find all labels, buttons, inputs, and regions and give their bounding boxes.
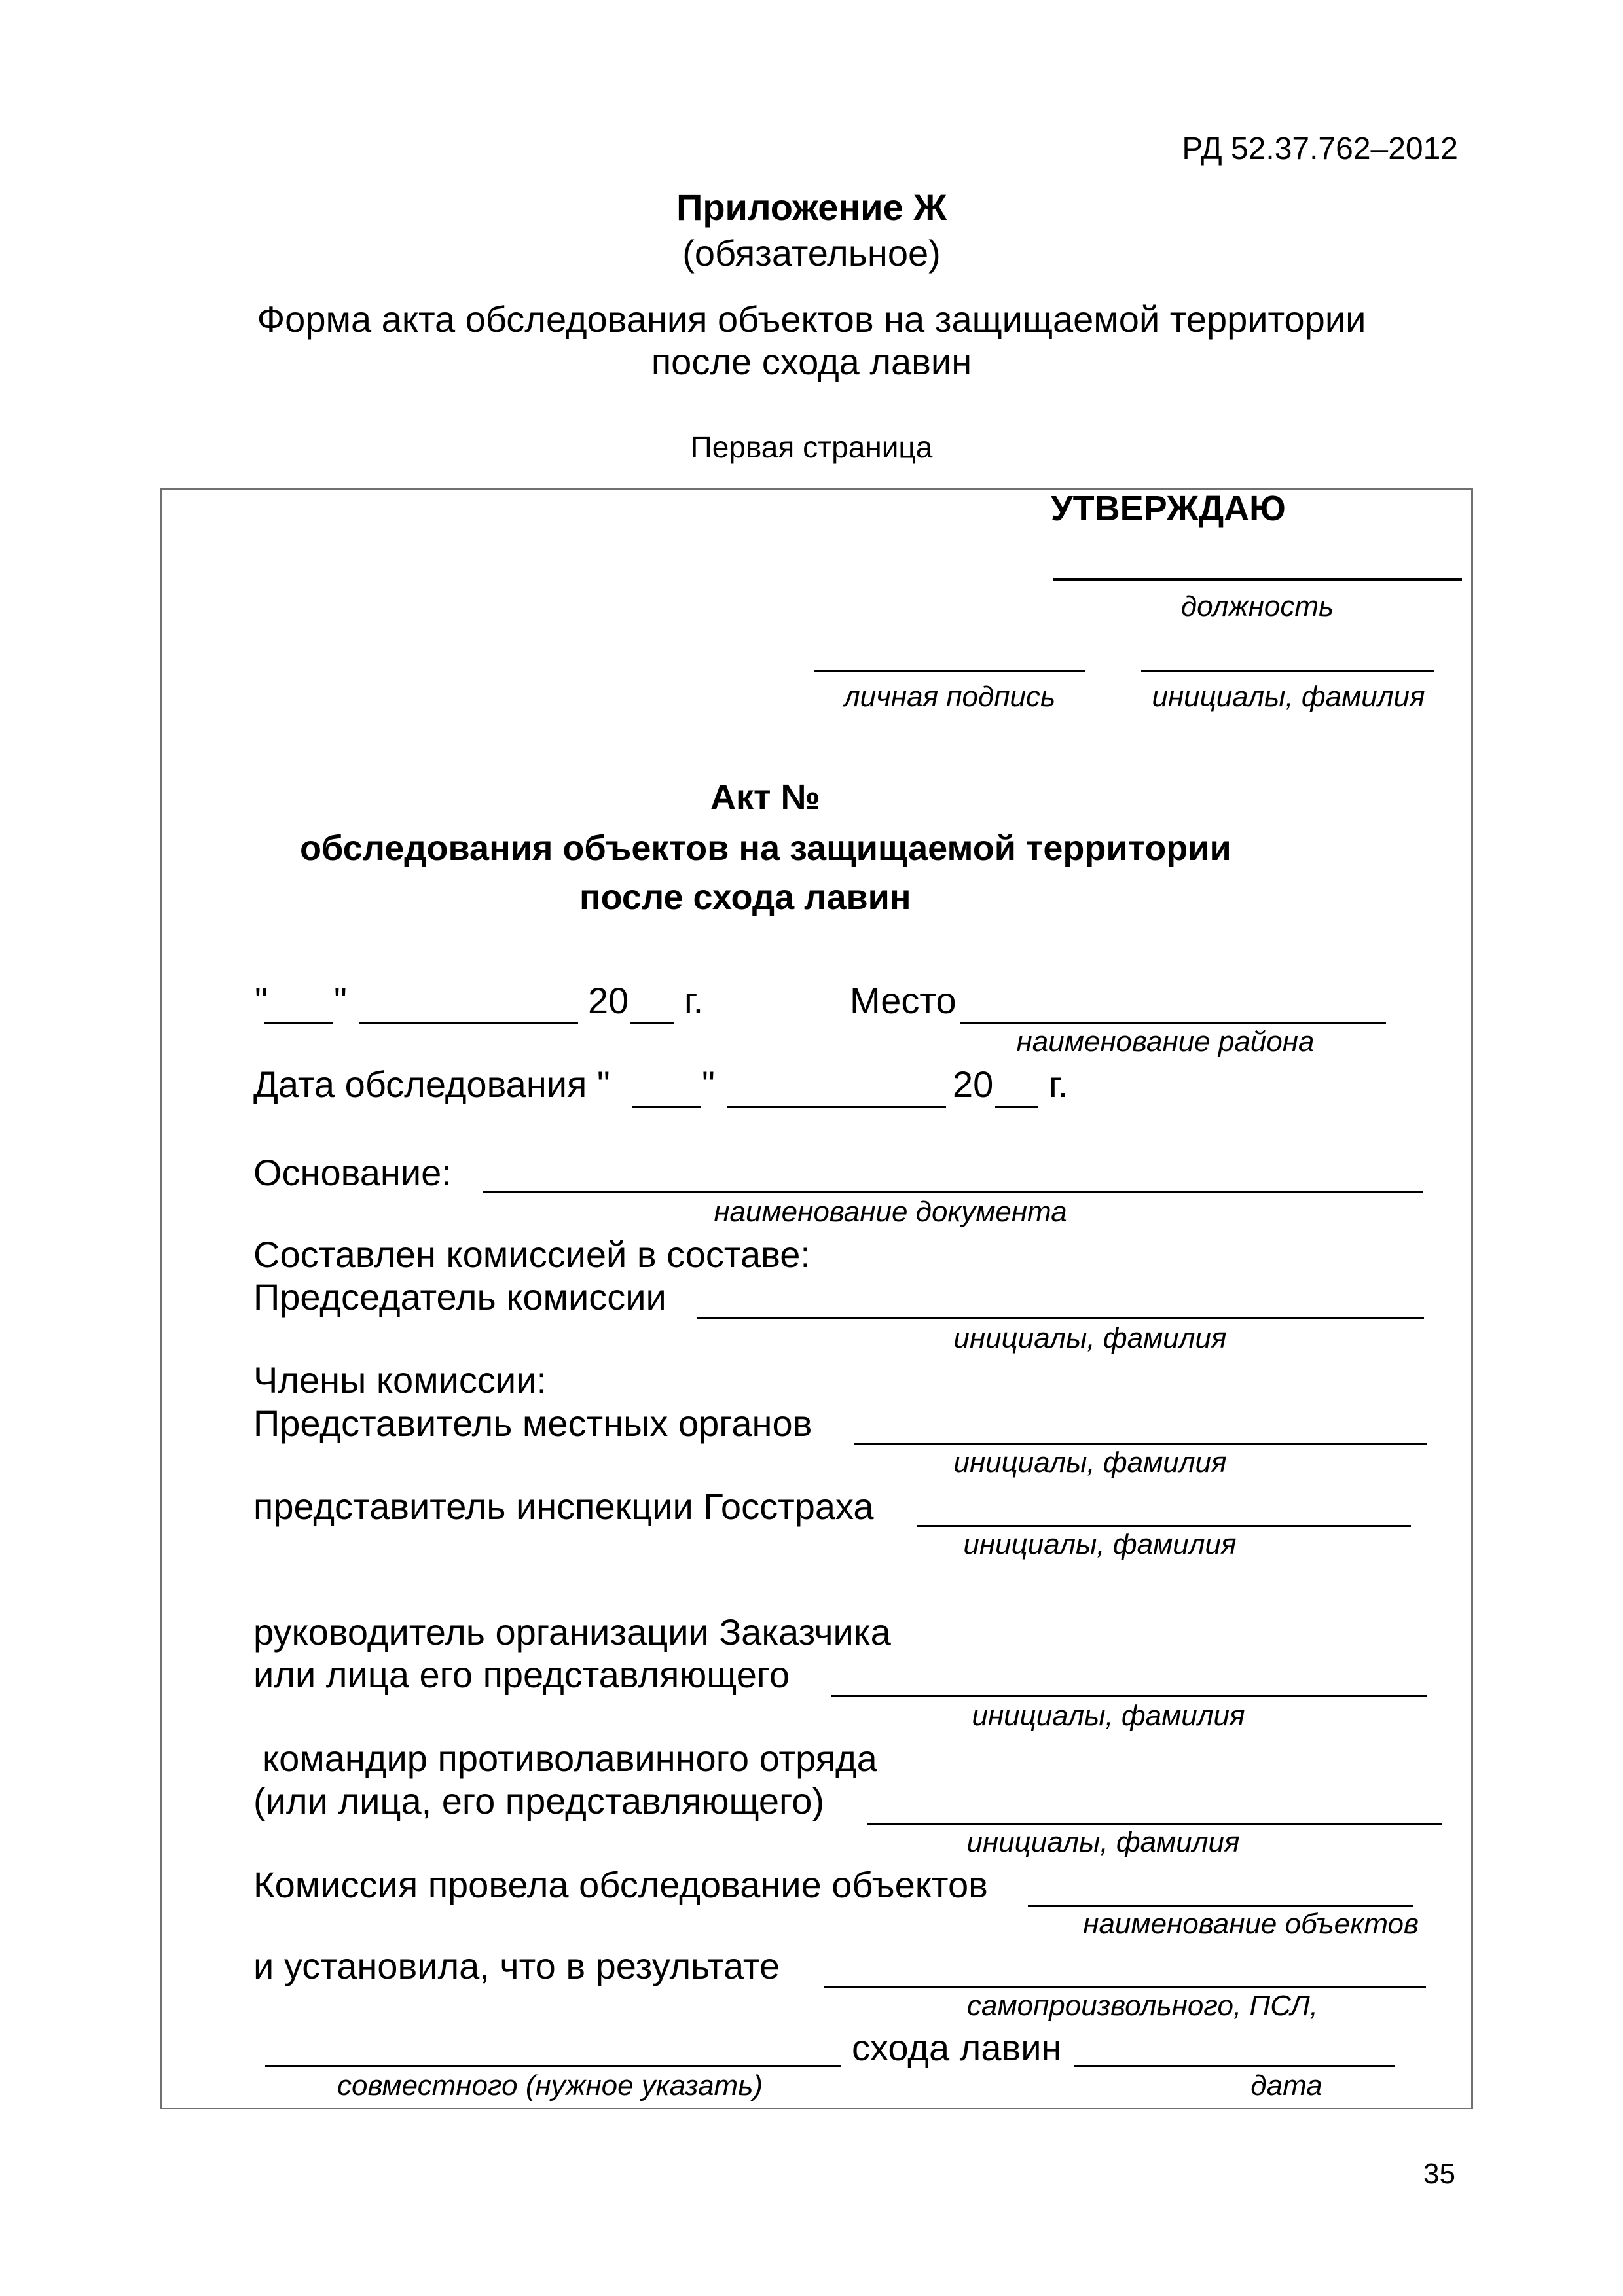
- appendix-status: (обязательное): [682, 232, 941, 274]
- document-code: РД 52.37.762–2012: [1182, 132, 1458, 166]
- approve-heading: УТВЕРЖДАЮ: [1051, 489, 1286, 528]
- chairman-label: Председатель комиссии: [253, 1276, 666, 1318]
- act-title-line2: обследования объектов на защищаемой территории: [300, 829, 1231, 868]
- avalanche-label: схода лавин: [852, 2027, 1062, 2068]
- name-line: [1141, 670, 1434, 672]
- members-label: Члены комиссии:: [253, 1359, 547, 1401]
- place-caption: наименование района: [1016, 1026, 1315, 1058]
- survey-month-line: [727, 1106, 946, 1108]
- objects-line: [1028, 1905, 1413, 1907]
- position-line: [1053, 578, 1462, 581]
- objects-caption: наименование объектов: [1083, 1908, 1419, 1940]
- form-title-line2: после схода лавин: [651, 341, 972, 382]
- insp-rep-caption: инициалы, фамилия: [963, 1528, 1237, 1560]
- survey-year-prefix: 20: [953, 1064, 994, 1105]
- commander-label-line1: командир противолавинного отряда: [263, 1738, 877, 1779]
- chairman-caption: инициалы, фамилия: [953, 1322, 1227, 1354]
- signature-caption: личная подпись: [843, 681, 1056, 713]
- place-line: [960, 1022, 1386, 1024]
- position-caption: должность: [1180, 590, 1334, 622]
- spont-caption: самопроизвольного, ПСЛ,: [966, 1990, 1319, 2022]
- local-rep-caption: инициалы, фамилия: [953, 1446, 1227, 1479]
- established-label: и установила, что в результате: [253, 1945, 780, 1986]
- joint-caption: совместного (нужное указать): [337, 2070, 763, 2102]
- date-quote-close: ": [334, 980, 347, 1021]
- survey-year-suffix: г.: [1049, 1064, 1068, 1105]
- date-year-prefix: 20: [588, 980, 629, 1021]
- local-rep-label: Представитель местных органов: [253, 1403, 812, 1444]
- customer-label-line2: или лица его представляющего: [253, 1654, 790, 1695]
- local-rep-line: [854, 1443, 1427, 1445]
- avalanche-type-line: [265, 2065, 841, 2067]
- avalanche-date-line: [1074, 2065, 1395, 2067]
- customer-caption: инициалы, фамилия: [972, 1700, 1245, 1732]
- basis-label: Основание:: [253, 1152, 452, 1193]
- commission-label: Составлен комиссией в составе:: [253, 1234, 811, 1275]
- act-title-line3: после схода лавин: [579, 878, 911, 917]
- name-caption: инициалы, фамилия: [1152, 681, 1425, 713]
- form-title-line1: Форма акта обследования объектов на защищаемой территории: [257, 298, 1366, 340]
- date-quote-open: ": [255, 980, 268, 1021]
- signature-line: [814, 670, 1085, 672]
- survey-done-label: Комиссия провела обследование объектов: [253, 1864, 988, 1905]
- survey-year-line: [995, 1106, 1038, 1108]
- survey-quote-close: ": [702, 1064, 715, 1105]
- first-page-label: Первая страница: [690, 430, 933, 464]
- basis-line: [483, 1191, 1423, 1193]
- act-title: Акт №: [710, 778, 820, 817]
- basis-caption: наименование документа: [714, 1196, 1067, 1228]
- page-number: 35: [1423, 2158, 1455, 2190]
- date-year-suffix: г.: [684, 980, 704, 1021]
- result-line: [824, 1986, 1426, 1988]
- insp-rep-line: [917, 1525, 1411, 1527]
- commander-line: [867, 1823, 1442, 1825]
- commander-caption: инициалы, фамилия: [966, 1826, 1240, 1858]
- date-year-line: [630, 1022, 674, 1024]
- survey-date-label: Дата обследования ": [253, 1064, 610, 1105]
- commander-label-line2: (или лица, его представляющего): [253, 1780, 825, 1821]
- place-label: Место: [850, 980, 957, 1021]
- appendix-title: Приложение Ж: [676, 187, 947, 228]
- survey-day-line: [632, 1106, 701, 1108]
- date-caption: дата: [1250, 2070, 1322, 2102]
- chairman-line: [697, 1317, 1424, 1319]
- insp-rep-label: представитель инспекции Госстраха: [253, 1486, 874, 1527]
- customer-line: [831, 1695, 1427, 1697]
- customer-label-line1: руководитель организации Заказчика: [253, 1611, 891, 1653]
- date-month-line: [359, 1022, 578, 1024]
- date-day-line: [264, 1022, 333, 1024]
